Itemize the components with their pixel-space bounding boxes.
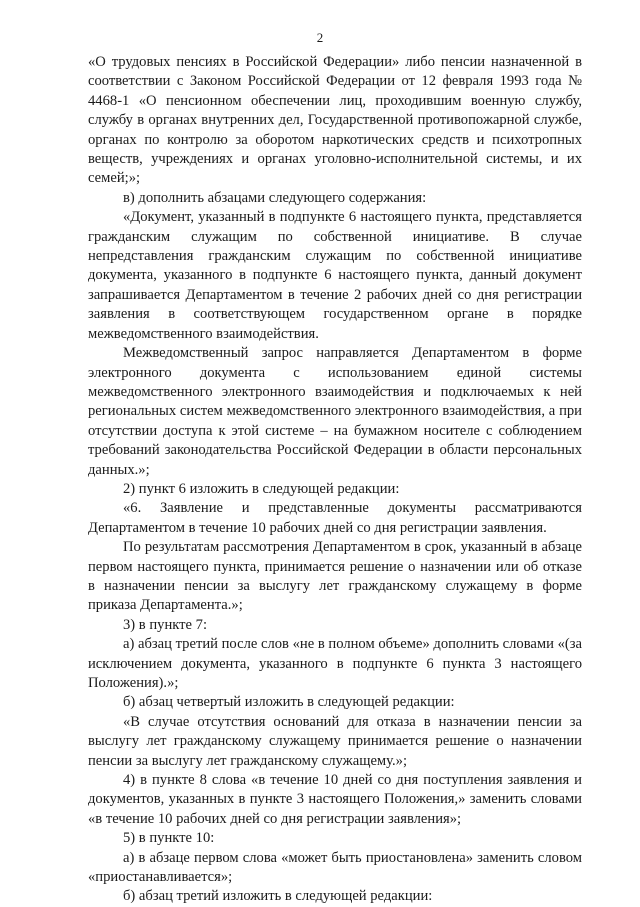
paragraph: в) дополнить абзацами следующего содержания: [123,189,427,206]
paragraph: б) абзац четвертый изложить в следующей редакции: [123,694,455,711]
paragraph: «Документ, указанный в подпункте 6 настоящего пункта, представляется гражданским служащим по собственной инициативе. В случае непредставления гражданским служащим по собственной инициативе документа, указанного в подпункте 6 настоящего пункта, данный документ запрашивается Департаментом в течение 2 рабочих дней со дня регистрации заявления в соответствующем государственном органе в порядке межведомственного взаимодействия. [88,209,582,342]
paragraph: а) абзац третий после слов «не в полном объеме» дополнить словами «(за исключением документа, указанного в подпункте 6 пункта 3 настоящего Положения).»; [88,636,582,691]
paragraph: «В случае отсутствия оснований для отказа в назначении пенсии за выслугу лет гражданскому служащему принимается решение о назначении пенсии за выслугу лет гражданскому служащему.»; [88,713,582,769]
paragraph: Межведомственный запрос направляется Департаментом в форме электронного документа с использованием единой системы межведомственного электронного взаимодействия и подключаемых к ней региональных систем межведомственного электронного взаимодействия, а при отсутствии доступа к этой системе – на бумажном носителе с соблюдением требований законодательства Российской Федерации в области персональных данных.»; [88,345,582,478]
paragraph: 4) в пункте 8 слова «в течение 10 дней со дня поступления заявления и документов, указанных в пункте 3 настоящего Положения,» заменить словами «в течение 10 рабочих дней со дня регистрации заявления»; [88,772,582,827]
paragraph: б) абзац третий изложить в следующей редакции: [123,888,433,905]
paragraph: По результатам рассмотрения Департаментом в срок, указанный в абзаце первом настоящего пункта, принимается решение о назначении или об отказе в назначении пенсии за выслугу лет гражданскому служащему в форме приказа Департамента.»; [88,539,582,614]
document-body [88,53,582,907]
paragraph: а) в абзаце первом слова «может быть приостановлена» заменить словом «приостанавливается»; [88,849,582,886]
paragraph: «6. Заявление и представленные документы рассматриваются Департаментом в течение 10 рабочих дней со дня регистрации заявления. [88,500,582,536]
page-number: 2 [316,30,324,45]
paragraph: 5) в пункте 10: [123,830,215,847]
paragraph: 2) пункт 6 изложить в следующей редакции: [123,480,400,497]
paragraph: 3) в пункте 7: [123,616,208,633]
paragraph: «О трудовых пенсиях в Российской Федерации» либо пенсии назначенной в соответствии с Законом Российской Федерации от 12 февраля 1993 года № 4468-1 «О пенсионном обеспечении лиц, проходившим военную службу, службу в органах внутренних дел, Государственной противопожарной службе, органах по контролю за оборотом наркотических средств и психотропных веществ, учреждениях и органах уголовно-исполнительной системы, и их семей;»; [88,54,582,187]
